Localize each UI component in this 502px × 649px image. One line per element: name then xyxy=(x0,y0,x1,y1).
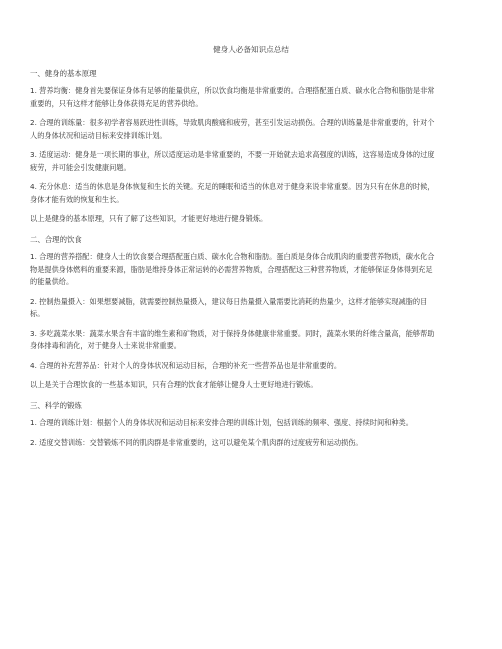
paragraph: 1. 合理的训练计划：根据个人的身体状况和运动目标来安排合理的训练计划，包括训练的频率、强度、持续时间和种类。 xyxy=(30,418,413,427)
paragraph: 2. 适度交替训练：交替锻炼不同的肌肉群是非常重要的，这可以避免某个肌肉群的过度疲劳和运动损伤。 xyxy=(30,437,363,447)
section-training xyxy=(30,400,472,449)
paragraph: 1. 合理的营养搭配：健身人士的饮食要合理搭配蛋白质、碳水化合物和脂肪。蛋白质是身体合成肌肉的重要营养物质，碳水化合物是提供身体燃料的重要来源，脂肪是维持身体正常运转的必需营养物质，合理搭配这三种营养物质，才能够保证身体得到充足的能量供给。 xyxy=(30,252,435,286)
paragraph: 2. 合理的训练量：很多初学者容易跃进性训练，导致肌肉酸痛和疲劳，甚至引发运动损伤。合理的训练量是非常重要的，针对个人的身体状况和运动目标来安排训练计划。 xyxy=(30,118,435,140)
section-heading: 三、科学的锻炼 xyxy=(30,401,82,410)
document-title: 健身人必备知识点总结 xyxy=(213,45,289,54)
paragraph: 3. 多吃蔬菜水果：蔬菜水果含有丰富的维生素和矿物质，对于保持身体健康非常重要。同时，蔬菜水果的纤维含量高，能够帮助身体排毒和消化，对于健身人士来说非常重要。 xyxy=(30,328,435,350)
paragraph: 4. 合理的补充营养品：针对个人的身体状况和运动目标，合理的补充一些营养品也是非常重要的。 xyxy=(30,360,342,370)
paragraph: 4. 充分休息：适当的休息是身体恢复和生长的关键。充足的睡眠和适当的休息对于健身来说非常重要。因为只有在休息的时候，身体才能有效的恢复和生长。 xyxy=(30,182,435,204)
section-heading: 一、健身的基本原理 xyxy=(30,69,97,78)
section-basic-principles xyxy=(30,68,472,225)
section-summary: 以上是健身的基本原理，只有了解了这些知识，才能更好地进行健身锻炼。 xyxy=(30,214,268,223)
paragraph: 1. 营养均衡：健身首先要保证身体有足够的能量供应，所以饮食均衡是非常重要的。合理搭配蛋白质、碳水化合物和脂肪是非常重要的，只有这样才能够让身体获得充足的营养供给。 xyxy=(30,86,435,108)
paragraph: 3. 适度运动：健身是一项长期的事业，所以适度运动是非常重要的，不要一开始就去追求高强度的训练，这容易造成身体的过度疲劳，并可能会引发健康问题。 xyxy=(30,150,435,172)
section-diet xyxy=(30,234,472,391)
section-summary: 以上是关于合理饮食的一些基本知识，只有合理的饮食才能够让健身人士更好地进行锻炼。 xyxy=(30,380,318,389)
section-heading: 二、合理的饮食 xyxy=(30,235,82,244)
paragraph: 2. 控制热量摄入：如果想要减脂，就需要控制热量摄入，建议每日热量摄入量需要比消耗的热量少，这样才能够实现减脂的目标。 xyxy=(30,296,428,318)
